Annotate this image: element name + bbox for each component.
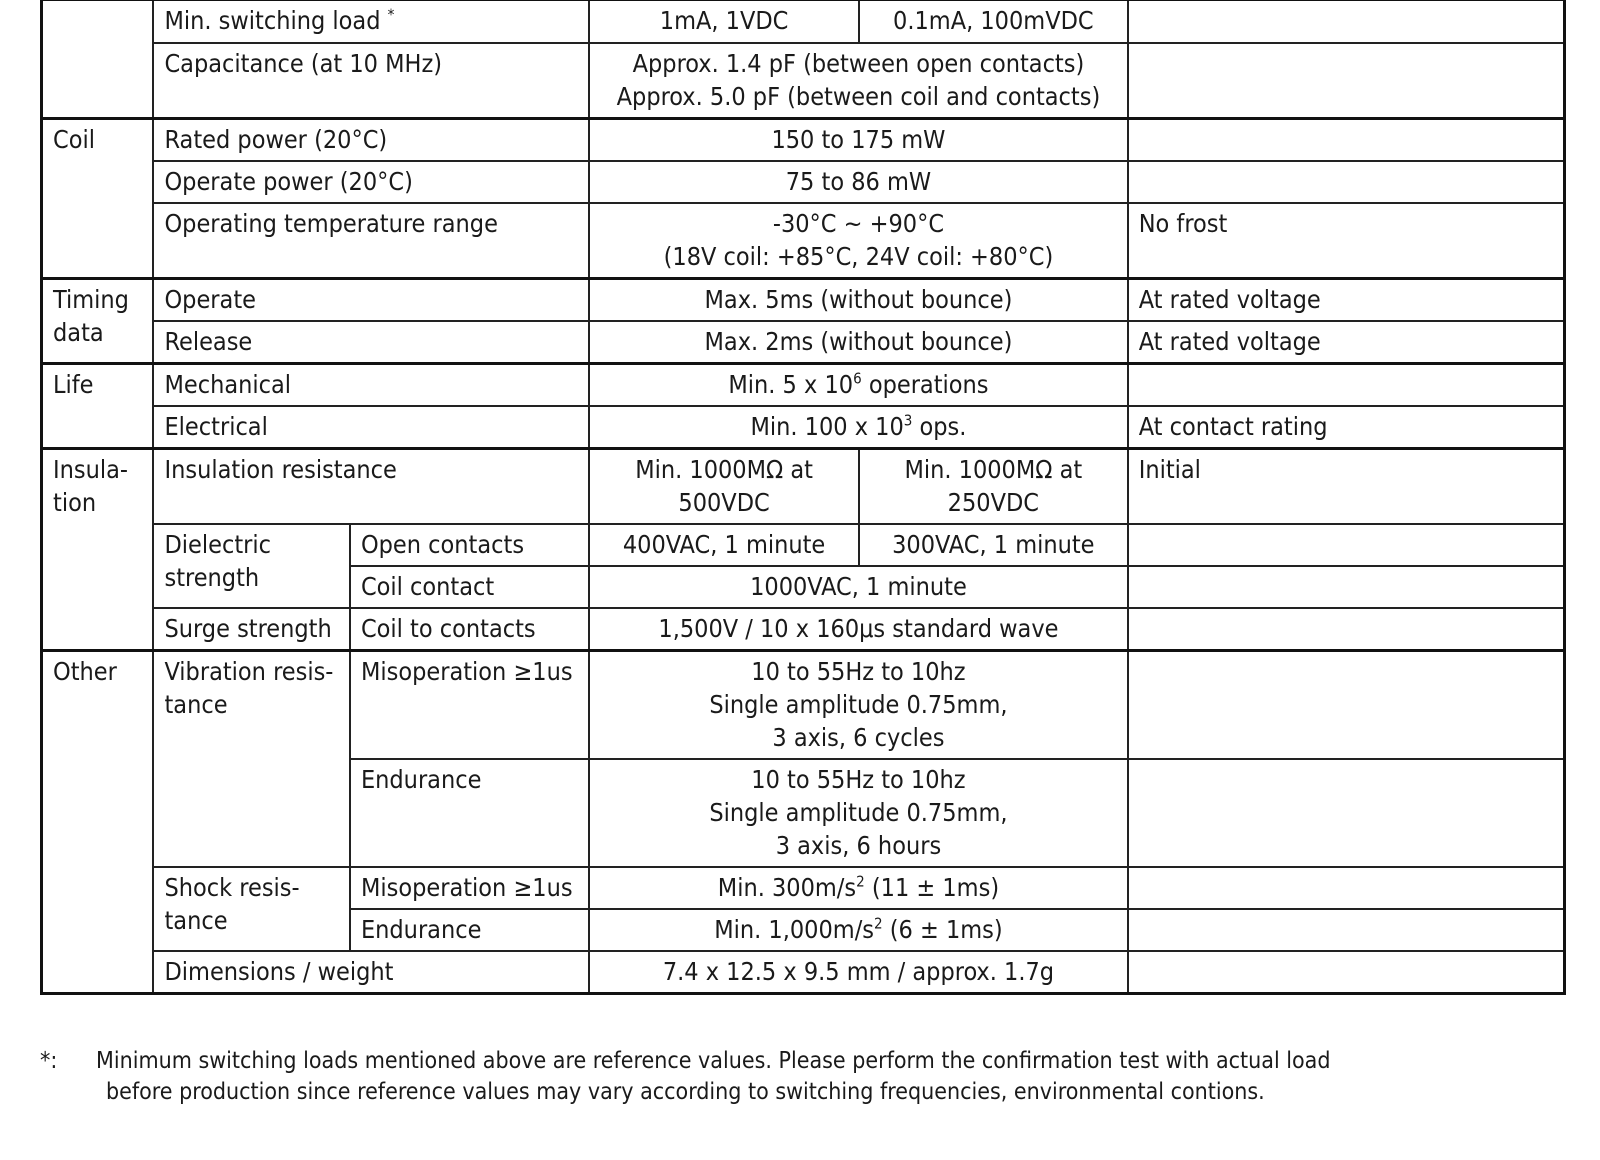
label-endurance: Endurance xyxy=(350,759,589,867)
note-initial: Initial xyxy=(1128,449,1565,525)
row-min-switching-load xyxy=(42,0,1565,43)
label-operating-temperature: Operating temperature range xyxy=(153,203,589,279)
note-cell xyxy=(1128,759,1565,867)
row-electrical-life xyxy=(42,406,1565,449)
value-mechanical xyxy=(589,364,1128,407)
value-line: Approx. 5.0 pF (between coil and contacts) xyxy=(616,82,1101,111)
label-coil-contact: Coil contact xyxy=(350,566,589,608)
exponent: 2 xyxy=(856,872,865,891)
group-label-insulation xyxy=(42,449,154,651)
label-open-contacts: Open contacts xyxy=(350,524,589,566)
row-operate-power xyxy=(42,161,1565,203)
exponent: 6 xyxy=(853,369,862,388)
value-line: 500VDC xyxy=(678,488,770,517)
value-text: operations xyxy=(861,370,989,399)
value-surge-strength: 1,500V / 10 x 160μs standard wave xyxy=(589,608,1128,651)
row-dielectric-open xyxy=(42,524,1565,566)
value-line: -30°C ~ +90°C xyxy=(772,209,945,238)
relay-spec-table xyxy=(40,0,1566,995)
note-cell xyxy=(1128,651,1565,760)
value-cell-1: 1mA, 1VDC xyxy=(589,0,859,43)
note-cell xyxy=(1128,0,1565,43)
value-line: (18V coil: +85°C, 24V coil: +80°C) xyxy=(663,242,1054,271)
row-shock-misoperation xyxy=(42,867,1565,909)
value-line: 10 to 55Hz to 10hz xyxy=(751,657,966,686)
label-vibration-resistance xyxy=(153,651,349,868)
label-endurance: Endurance xyxy=(350,909,589,951)
footnote-marker: * xyxy=(387,5,395,24)
row-operate-time xyxy=(42,279,1565,322)
note-cell xyxy=(1128,867,1565,909)
value-text: (6 ± 1ms) xyxy=(882,915,1003,944)
note-rated-voltage: At rated voltage xyxy=(1128,279,1565,322)
note-cell xyxy=(1128,951,1565,994)
value-rated-power: 150 to 175 mW xyxy=(589,119,1128,162)
group-label-coil: Coil xyxy=(42,119,154,279)
value-cell-2 xyxy=(859,449,1128,525)
label-misoperation: Misoperation ≥1us xyxy=(350,651,589,760)
group-label-line: data xyxy=(53,318,104,347)
value-text: ops. xyxy=(912,412,967,441)
value-vibration-misoperation xyxy=(589,651,1128,760)
value-text: Min. 300m/s xyxy=(717,873,857,902)
note-no-frost: No frost xyxy=(1128,203,1565,279)
label-line: strength xyxy=(164,563,260,592)
label-shock-resistance xyxy=(153,867,349,951)
value-shock-misoperation xyxy=(589,867,1128,909)
label-release: Release xyxy=(153,321,589,364)
value-line: Single amplitude 0.75mm, xyxy=(709,690,1008,719)
value-shock-endurance xyxy=(589,909,1128,951)
value-cell-1: 400VAC, 1 minute xyxy=(589,524,859,566)
value-text: Min. 1,000m/s xyxy=(714,915,874,944)
note-cell xyxy=(1128,909,1565,951)
label-rated-power: Rated power (20°C) xyxy=(153,119,589,162)
label-capacitance: Capacitance (at 10 MHz) xyxy=(153,43,589,119)
row-insulation-resistance xyxy=(42,449,1565,525)
value-text: (11 ± 1ms) xyxy=(864,873,1000,902)
value-release: Max. 2ms (without bounce) xyxy=(589,321,1128,364)
value-line: 3 axis, 6 cycles xyxy=(772,723,945,752)
label-min-switching-load: Min. switching load xyxy=(164,6,381,35)
row-mechanical-life xyxy=(42,364,1565,407)
row-rated-power xyxy=(42,119,1565,162)
value-text: Min. 5 x 10 xyxy=(728,370,854,399)
note-cell xyxy=(1128,119,1565,162)
group-label-line: tion xyxy=(53,488,97,517)
label-line: Shock resis- xyxy=(164,873,300,902)
label-insulation-resistance: Insulation resistance xyxy=(153,449,589,525)
value-operate-power: 75 to 86 mW xyxy=(589,161,1128,203)
value-cell-1 xyxy=(589,449,859,525)
group-label-life: Life xyxy=(42,364,154,449)
note-cell xyxy=(1128,364,1565,407)
label-operate-power: Operate power (20°C) xyxy=(153,161,589,203)
value-line: 250VDC xyxy=(947,488,1039,517)
note-cell xyxy=(1128,524,1565,566)
note-cell xyxy=(1128,608,1565,651)
row-release-time xyxy=(42,321,1565,364)
group-label-line: Timing xyxy=(53,285,129,314)
exponent: 3 xyxy=(903,411,913,430)
label-line: Vibration resis- xyxy=(164,657,334,686)
note-cell xyxy=(1128,161,1565,203)
value-capacitance xyxy=(589,43,1128,119)
value-cell-2: 300VAC, 1 minute xyxy=(859,524,1128,566)
note-rated-voltage: At rated voltage xyxy=(1128,321,1565,364)
label-cell xyxy=(153,0,589,43)
label-line: tance xyxy=(164,690,228,719)
value-cell-2: 0.1mA, 100mVDC xyxy=(859,0,1128,43)
value-operating-temperature xyxy=(589,203,1128,279)
label-operate: Operate xyxy=(153,279,589,322)
note-cell xyxy=(1128,566,1565,608)
value-text: Min. 100 x 10 xyxy=(750,412,904,441)
footnote-mark: *: xyxy=(40,1048,58,1074)
value-line: 10 to 55Hz to 10hz xyxy=(751,765,966,794)
note-contact-rating: At contact rating xyxy=(1128,406,1565,449)
value-electrical xyxy=(589,406,1128,449)
footnote-line: before production since reference values may vary according to switching frequencies, environmental contions. xyxy=(106,1079,1265,1105)
label-line: Dielectric xyxy=(164,530,272,559)
label-mechanical: Mechanical xyxy=(153,364,589,407)
exponent: 2 xyxy=(874,914,883,933)
value-line: Approx. 1.4 pF (between open contacts) xyxy=(632,49,1085,78)
value-line: 3 axis, 6 hours xyxy=(775,831,942,860)
value-line: Single amplitude 0.75mm, xyxy=(709,798,1008,827)
group-label-timing xyxy=(42,279,154,364)
value-coil-contact: 1000VAC, 1 minute xyxy=(589,566,1128,608)
note-cell xyxy=(1128,43,1565,119)
row-operating-temperature xyxy=(42,203,1565,279)
value-vibration-endurance xyxy=(589,759,1128,867)
value-dimensions-weight: 7.4 x 12.5 x 9.5 mm / approx. 1.7g xyxy=(589,951,1128,994)
group-label-line: Insula- xyxy=(53,455,129,484)
label-dimensions-weight: Dimensions / weight xyxy=(153,951,589,994)
row-capacitance xyxy=(42,43,1565,119)
label-electrical: Electrical xyxy=(153,406,589,449)
value-line: Min. 1000MΩ at xyxy=(635,455,813,484)
footnote-line: Minimum switching loads mentioned above are reference values. Please perform the confirmation test with actual load xyxy=(96,1048,1331,1074)
label-line: tance xyxy=(164,906,228,935)
value-operate: Max. 5ms (without bounce) xyxy=(589,279,1128,322)
label-misoperation: Misoperation ≥1us xyxy=(350,867,589,909)
group-cell-contact xyxy=(42,0,154,119)
label-coil-to-contacts: Coil to contacts xyxy=(350,608,589,651)
group-label-other: Other xyxy=(42,651,154,994)
row-vibration-misoperation xyxy=(42,651,1565,760)
row-dimensions-weight xyxy=(42,951,1565,994)
value-line: Min. 1000MΩ at xyxy=(904,455,1083,484)
label-dielectric-strength xyxy=(153,524,349,608)
row-surge-strength xyxy=(42,608,1565,651)
label-surge-strength: Surge strength xyxy=(153,608,349,651)
